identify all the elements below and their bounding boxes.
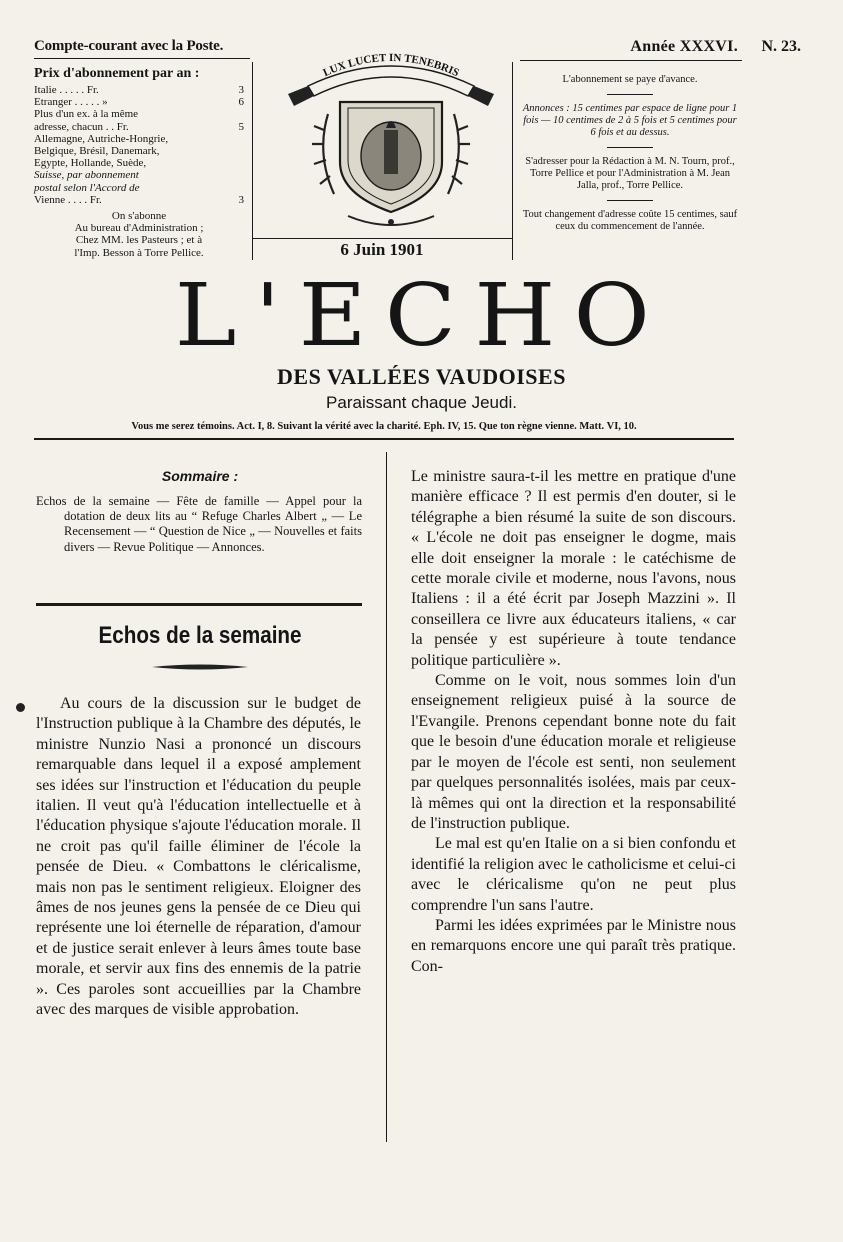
redaction-note: S'adresser pour la Rédaction à M. N. Tourn, prof., Torre Pellice et pour l'Administration à M. Jean Jalla, prof., Torre Pellice. bbox=[525, 156, 735, 191]
annee-label: Année XXXVI. bbox=[630, 38, 738, 55]
article-paragraph: Comme on le voit, nous sommes loin d'un enseignement religieux puisé à la source de l'Evangile. Prenons cependant bonne note du fait que le besoin d'une éducation morale et religieuse par le moyen de l'école est senti, non seulement par quelques personnalités isolées, mais par ceux-là mêmes qui ont la direction et la responsabilité de l'instruction publique. bbox=[411, 672, 736, 832]
prix-line: Italie . . . . . Fr. 3 bbox=[34, 84, 244, 96]
emblem-motto: LUX LUCET IN TENEBRIS bbox=[321, 51, 461, 80]
article-column-2 bbox=[411, 467, 736, 977]
masthead-motto: Vous me serez témoins. Act. I, 8. Suivant la vérité avec la charité. Eph. IV, 15. Que ton règne vienne. Matt. VI, 10. bbox=[131, 421, 637, 432]
prix-line: postal selon l'Accord de bbox=[34, 181, 140, 194]
separator bbox=[607, 94, 653, 95]
column-divider bbox=[386, 452, 387, 1142]
margin-bullet bbox=[16, 703, 25, 712]
article-paragraph: Le mal est qu'en Italie on a si bien confondu et identifié la religion avec le catholicisme et celui-ci avec le cléricalisme qu'on ne peut plus comprendre l'un sans l'autre. bbox=[411, 835, 736, 914]
prix-title: Prix d'abonnement par an : bbox=[34, 66, 200, 81]
masthead-tagline: Paraissant chaque Jeudi. bbox=[326, 393, 517, 412]
prix-line: adresse, chacun . . Fr. 5 bbox=[34, 120, 244, 133]
masthead-rule bbox=[34, 438, 734, 440]
sommaire-text bbox=[36, 494, 362, 555]
changement-note: Tout changement d'adresse coûte 15 centimes, sauf ceux du commencement de l'année. bbox=[522, 209, 738, 232]
sabonne-line: Au bureau d'Administration ; bbox=[74, 222, 204, 235]
prix-list bbox=[34, 84, 244, 259]
separator bbox=[607, 200, 653, 201]
sabonne-line: Chez MM. les Pasteurs ; et à bbox=[75, 234, 203, 247]
sabonne-line: On s'abonne bbox=[111, 210, 167, 223]
prix-line: Suisse, par abonnement bbox=[34, 169, 139, 182]
masthead-subtitle: DES VALLÉES VAUDOISES bbox=[277, 364, 566, 389]
rule-top-left bbox=[34, 58, 250, 59]
waldensian-emblem bbox=[278, 44, 504, 240]
prix-line: Belgique, Brésil, Danemark, bbox=[34, 145, 160, 158]
issue-number: N. 23. bbox=[761, 38, 801, 55]
rule-top-right bbox=[520, 60, 742, 61]
header-vrule-left bbox=[252, 62, 253, 260]
prix-line: Egypte, Hollande, Suède, bbox=[34, 157, 147, 170]
article-paragraph: Le ministre saura-t-il les mettre en pratique d'une manière efficace ? Il est permis d'en douter, si le télégraphe a bien résumé la suite de son discours. « L'école ne doit pas enseigner le dogme, mais elle doit enseigner la morale : le catéchisme de cette morale civile et moderne, nous l'avons, nous Italiens : il a été écrit par Joseph Mazzini ». Il conseillera ce livre aux éducateurs italiens, « car la pensée y est supérieure à toute tendance politique particulière ». bbox=[411, 468, 736, 669]
sabonne-line: l'Imp. Besson à Torre Pellice. bbox=[74, 246, 204, 259]
prix-line: Plus d'un ex. à la même bbox=[34, 108, 139, 121]
separator bbox=[607, 147, 653, 148]
article-paragraph: Parmi les idées exprimées par le Ministre nous en remarquons encore une qui paraît très pratique. Con- bbox=[411, 916, 736, 975]
article-column-1 bbox=[36, 694, 361, 1021]
title-ornament bbox=[150, 662, 250, 672]
article-paragraph: Au cours de la discussion sur le budget de l'Instruction publique à la Chambre des députés, le ministre Nunzio Nasi a prononcé un discours remarquable dans lequel il a exposé amplement ses idées sur l'instruction et l'éducation du peuple italien. Il veut qu'à l'éducation intellectuelle et à l'éducation physique s'ajoute l'éducation morale. Il ne croit pas qu'il faille éliminer de l'école la pensée de Dieu. « Combattons le cléricalisme, mais non pas le sentiment religieux. Eloigner des âmes de nos jeunes gens la pensée de ce Dieu qui représente une loi éternelle de réparation, d'amour et de justice serait enlever à leurs âmes toute base morale, et servir aux fins des ennemis de la patrie ». Ces paroles sont accueillies par la Chambre avec des marques de visible approbation. bbox=[36, 695, 361, 1019]
sommaire-title: Sommaire : bbox=[161, 468, 239, 484]
prix-line: Vienne . . . . Fr. 3 bbox=[34, 193, 244, 206]
prix-line: Etranger . . . . . » 6 bbox=[34, 96, 244, 109]
sommaire-body: Echos de la semaine — Fête de famille — Appel pour la dotation de deux lits au “ Refuge Charles Albert „ — Le Recensement — “ Question de Nice „ — Nouvelles et faits divers — Revue Politique — Annonces. bbox=[36, 494, 362, 554]
abonnement-note: L'abonnement se paye d'avance. bbox=[562, 74, 698, 85]
annonces-note: Annonces : 15 centimes par espace de ligne pour 1 fois — 10 centimes de 2 à 5 fois et 5 centimes pour 6 fois et au dessus. bbox=[522, 103, 738, 138]
right-info-block bbox=[520, 74, 740, 233]
sommaire-rule bbox=[36, 603, 362, 606]
compte-courant: Compte-courant avec la Poste. bbox=[34, 38, 224, 54]
header-vrule-right bbox=[512, 62, 513, 260]
prix-line: Allemagne, Autriche-Hongrie, bbox=[34, 132, 169, 145]
masthead-title: L'ECHO bbox=[174, 266, 669, 366]
article-title: Echos de la semaine bbox=[98, 622, 302, 649]
issue-date: 6 Juin 1901 bbox=[340, 240, 424, 259]
